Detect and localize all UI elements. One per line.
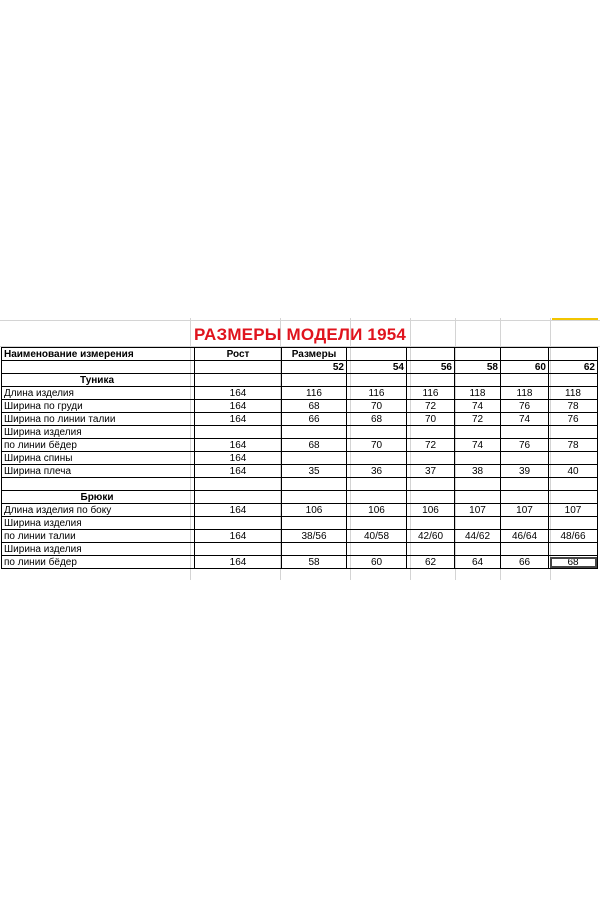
value-cell[interactable]: 76 [501, 400, 549, 413]
measurement-name[interactable]: Ширина изделия [2, 426, 195, 439]
header-cell[interactable] [501, 348, 549, 361]
value-cell[interactable]: 40/58 [347, 530, 407, 543]
spacer-row [2, 478, 598, 491]
value-cell[interactable] [455, 543, 501, 556]
table-cell[interactable] [347, 491, 407, 504]
header-cell[interactable] [549, 348, 598, 361]
height-cell[interactable]: 164 [195, 556, 282, 569]
table-cell[interactable] [407, 374, 455, 387]
value-cell[interactable]: 38 [455, 465, 501, 478]
table-cell[interactable] [2, 361, 195, 374]
value-cell[interactable]: 76 [549, 413, 598, 426]
height-cell[interactable] [195, 426, 282, 439]
table-row [2, 387, 598, 400]
value-cell[interactable] [282, 426, 347, 439]
table-row [2, 517, 598, 530]
value-cell[interactable] [549, 452, 598, 465]
value-cell[interactable]: 42/60 [407, 530, 455, 543]
height-header[interactable]: Рост [195, 348, 282, 361]
value-cell[interactable]: 118 [455, 387, 501, 400]
height-cell[interactable]: 164 [195, 465, 282, 478]
measurement-name[interactable]: по линии бёдер [2, 556, 195, 569]
height-cell[interactable]: 164 [195, 452, 282, 465]
value-cell[interactable]: 58 [282, 556, 347, 569]
measurement-name[interactable]: Ширина по линии талии [2, 413, 195, 426]
value-cell[interactable]: 116 [282, 387, 347, 400]
value-cell[interactable] [549, 543, 598, 556]
value-cell[interactable] [347, 543, 407, 556]
value-cell[interactable] [407, 426, 455, 439]
table-row [2, 426, 598, 439]
measurement-name[interactable]: Ширина по груди [2, 400, 195, 413]
value-cell[interactable]: 44/62 [455, 530, 501, 543]
value-cell[interactable] [347, 517, 407, 530]
value-cell[interactable]: 118 [549, 387, 598, 400]
value-cell[interactable]: 72 [407, 439, 455, 452]
table-title: РАЗМЕРЫ МОДЕЛИ 1954 [193, 325, 407, 344]
value-cell[interactable]: 78 [549, 439, 598, 452]
table-row [2, 439, 598, 452]
value-cell[interactable]: 36 [347, 465, 407, 478]
value-cell[interactable] [407, 517, 455, 530]
value-cell[interactable]: 106 [407, 504, 455, 517]
value-cell[interactable]: 70 [347, 439, 407, 452]
table-cell[interactable] [549, 478, 598, 491]
value-cell[interactable] [549, 426, 598, 439]
value-cell[interactable] [501, 543, 549, 556]
value-cell[interactable]: 116 [347, 387, 407, 400]
table-cell[interactable] [501, 478, 549, 491]
table-row [2, 543, 598, 556]
measurement-header[interactable]: Наименование измерения [2, 348, 195, 361]
value-cell[interactable]: 107 [455, 504, 501, 517]
value-cell[interactable] [549, 517, 598, 530]
table-cell[interactable] [407, 478, 455, 491]
value-cell[interactable]: 68 [282, 439, 347, 452]
table-row [2, 452, 598, 465]
size-values-row [2, 361, 598, 374]
value-cell[interactable]: 66 [282, 413, 347, 426]
value-cell[interactable]: 74 [455, 439, 501, 452]
size-cell[interactable]: 56 [407, 361, 455, 374]
table-cell[interactable] [407, 491, 455, 504]
value-cell[interactable]: 40 [549, 465, 598, 478]
size-cell[interactable]: 58 [455, 361, 501, 374]
table-cell[interactable] [282, 374, 347, 387]
spreadsheet [0, 318, 600, 580]
value-cell[interactable] [501, 452, 549, 465]
value-cell[interactable]: 60 [347, 556, 407, 569]
table-cell[interactable] [2, 478, 195, 491]
section-title[interactable]: Брюки [2, 491, 195, 504]
height-cell[interactable] [195, 543, 282, 556]
table-cell[interactable] [195, 478, 282, 491]
value-cell[interactable]: 37 [407, 465, 455, 478]
value-cell[interactable]: 70 [347, 400, 407, 413]
measurement-name[interactable]: по линии бёдер [2, 439, 195, 452]
value-cell[interactable]: 74 [455, 400, 501, 413]
table-cell[interactable] [347, 478, 407, 491]
gridline [0, 320, 600, 321]
measurement-name[interactable]: по линии талии [2, 530, 195, 543]
table-cell[interactable] [501, 374, 549, 387]
value-cell[interactable]: 35 [282, 465, 347, 478]
value-cell[interactable]: 116 [407, 387, 455, 400]
value-cell[interactable] [282, 452, 347, 465]
size-cell[interactable]: 62 [549, 361, 598, 374]
value-cell[interactable] [282, 543, 347, 556]
value-cell[interactable]: 72 [455, 413, 501, 426]
measurement-name[interactable]: Ширина изделия [2, 517, 195, 530]
height-cell[interactable]: 164 [195, 504, 282, 517]
size-cell[interactable]: 52 [282, 361, 347, 374]
height-cell[interactable]: 164 [195, 413, 282, 426]
value-cell[interactable] [282, 517, 347, 530]
table-row [2, 556, 598, 569]
value-cell[interactable]: 78 [549, 400, 598, 413]
value-cell[interactable]: 68 [282, 400, 347, 413]
measurement-name[interactable]: Ширина спины [2, 452, 195, 465]
table-row [2, 530, 598, 543]
height-cell[interactable]: 164 [195, 387, 282, 400]
height-cell[interactable]: 164 [195, 400, 282, 413]
value-cell[interactable]: 107 [549, 504, 598, 517]
value-cell[interactable] [455, 426, 501, 439]
measurement-name[interactable]: Длина изделия [2, 387, 195, 400]
table-cell[interactable] [347, 374, 407, 387]
value-cell[interactable]: 106 [347, 504, 407, 517]
height-cell[interactable]: 164 [195, 530, 282, 543]
measurement-name[interactable]: Ширина изделия [2, 543, 195, 556]
size-cell[interactable]: 54 [347, 361, 407, 374]
table-cell[interactable] [282, 491, 347, 504]
table-cell[interactable] [501, 491, 549, 504]
table-cell[interactable] [455, 478, 501, 491]
table-cell[interactable] [549, 374, 598, 387]
value-cell[interactable]: 62 [407, 556, 455, 569]
value-cell[interactable]: 38/56 [282, 530, 347, 543]
table-cell[interactable] [195, 491, 282, 504]
header-cell[interactable] [347, 348, 407, 361]
sizes-header[interactable]: Размеры [282, 348, 347, 361]
table-cell[interactable] [549, 491, 598, 504]
value-cell[interactable] [501, 426, 549, 439]
section-row-trousers [2, 491, 598, 504]
value-cell[interactable]: 72 [407, 400, 455, 413]
table-row [2, 413, 598, 426]
section-title[interactable]: Туника [2, 374, 195, 387]
value-cell[interactable] [407, 543, 455, 556]
value-cell[interactable]: 74 [501, 413, 549, 426]
value-cell[interactable]: 76 [501, 439, 549, 452]
section-row-tunic [2, 374, 598, 387]
value-cell[interactable]: 70 [407, 413, 455, 426]
value-cell[interactable]: 106 [282, 504, 347, 517]
measurement-name[interactable]: Ширина плеча [2, 465, 195, 478]
value-cell[interactable]: 68 [549, 556, 598, 569]
header-cell[interactable] [455, 348, 501, 361]
header-row [2, 348, 598, 361]
table-row [2, 400, 598, 413]
value-cell[interactable]: 107 [501, 504, 549, 517]
table-row [2, 504, 598, 517]
measurement-name[interactable]: Длина изделия по боку [2, 504, 195, 517]
value-cell[interactable] [455, 452, 501, 465]
value-cell[interactable]: 64 [455, 556, 501, 569]
table-cell[interactable] [195, 374, 282, 387]
value-cell[interactable]: 46/64 [501, 530, 549, 543]
value-cell[interactable]: 68 [347, 413, 407, 426]
value-cell[interactable]: 48/66 [549, 530, 598, 543]
height-cell[interactable] [195, 517, 282, 530]
value-cell[interactable] [347, 426, 407, 439]
table-row [2, 465, 598, 478]
header-cell[interactable] [407, 348, 455, 361]
value-cell[interactable] [501, 517, 549, 530]
height-cell[interactable]: 164 [195, 439, 282, 452]
value-cell[interactable] [455, 517, 501, 530]
table-cell[interactable] [195, 361, 282, 374]
value-cell[interactable]: 118 [501, 387, 549, 400]
size-cell[interactable]: 60 [501, 361, 549, 374]
table-cell[interactable] [455, 491, 501, 504]
table-cell[interactable] [282, 478, 347, 491]
value-cell[interactable]: 39 [501, 465, 549, 478]
table-cell[interactable] [455, 374, 501, 387]
value-cell[interactable] [407, 452, 455, 465]
value-cell[interactable]: 66 [501, 556, 549, 569]
size-table [1, 347, 598, 569]
value-cell[interactable] [347, 452, 407, 465]
